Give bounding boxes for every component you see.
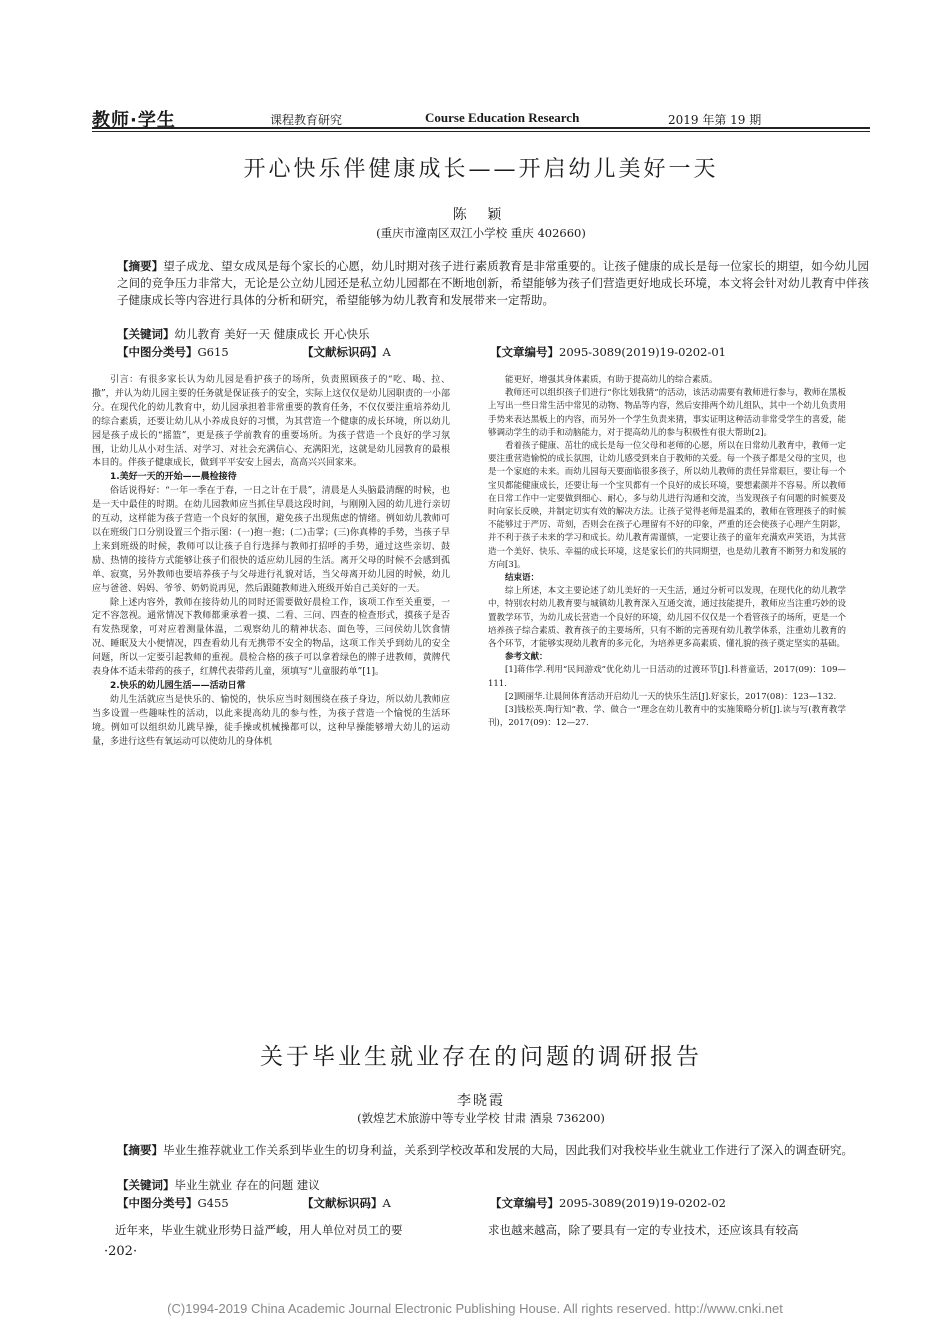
article-keywords-2 <box>117 1177 320 1193</box>
article-clc-2 <box>117 1195 229 1211</box>
body-paragraph: 求也越来越高，除了要具有一定的专业技术，还应该具有较高 <box>488 1223 799 1237</box>
body-left-column-2 <box>92 1222 450 1239</box>
article-abstract-2 <box>117 1142 869 1159</box>
article-affiliation: (重庆市潼南区双江小学校 重庆 402660) <box>376 226 586 240</box>
clc-value: G455 <box>197 1196 229 1210</box>
abstract-label: 【摘要】 <box>117 259 164 273</box>
body-left-column <box>92 374 450 749</box>
journal-issue: 2019 年第 19 期 <box>668 113 762 127</box>
abstract-text: 毕业生推荐就业工作关系到毕业生的切身利益，关系到学校改革和发展的大局，因此我们对我校毕业生就业工作进行了深入的调查研究。 <box>163 1143 853 1157</box>
keywords-text: 幼儿教育 美好一天 健康成长 开心快乐 <box>174 327 370 341</box>
body-paragraph: 能更好，增强其身体素质，有助于提高幼儿的综合素质。 <box>505 375 718 385</box>
article-title-2: 关于毕业生就业存在的问题的调研报告 <box>260 1044 702 1070</box>
section-heading: 2.快乐的幼儿园生活——活动日常 <box>110 680 246 691</box>
journal-name-cn: 课程教育研究 <box>270 113 343 127</box>
header-rule-thick <box>92 127 870 129</box>
article-abstract <box>117 258 869 309</box>
body-paragraph: 除上述内容外，教师在接待幼儿的同时还需要做好晨检工作，该项工作至关重要，一定不容忽视。通常情况下教师都秉承着一摸、二看、三问、四查的检查形式，摸孩子是否有发热现象，可对应着测量体温，二观察幼儿的精神状态、面色等，三问侯幼儿饮食情况、睡眠及大小便情况，四查看幼儿有无携带不安全的物品，这项工作关乎到幼儿的安全问题，所以一定要引起教师的重视。晨检合格的孩子可以拿着绿色的牌子进教师，黄牌代表身体不适未带药的孩子，红牌代表带药儿童，须填写“儿童服药单”[1]。 <box>92 597 450 678</box>
body-paragraph: 看着孩子健康、茁壮的成长是每一位父母和老师的心愿，所以在日常幼儿教育中，教师一定要注重营造愉悦的成长氛围，让幼儿感受到来自于教师的关爱。每一个孩子都是父母的宝贝，也是一个家庭的未来。而幼儿园每天要面临很多孩子，所以幼儿教师的责任异常艰巨，要让每一个宝贝都能健康成长，还要让每一个宝贝都有一个良好的成长环境，要想素颜并不容易。所以教师在日常工作中一定要做到细心、耐心，多与幼儿进行沟通和交流，当发现孩子有问题的时候要及时向家长反映，并制定切实有效的解决方法。让孩子觉得老师是温柔的，教师在管理孩子的时候不能够过于严厉、苛刻，否则会在孩子心理留有不好的印象，严重的还会使孩子心理产生阴影，并不利于孩子未来的学习和成长。幼儿教育需谨慎，一定要让孩子的童年充满欢声笑语，为其营造一个美好、快乐、幸福的成长环境，这是家长们的共同期望，也是幼儿教育不断努力和发展的方向[3]。 <box>488 441 846 570</box>
article-number-label: 【文章编号】 <box>490 1196 559 1210</box>
reference-item: [3]钱松英.陶行知“教、学、做合一”理念在幼儿教育中的实施策略分析[J].读与写(教育教学刊)，2017(09)：12—27. <box>488 705 846 729</box>
clc-label: 【中图分类号】 <box>117 1196 198 1210</box>
article-author-2: 李晓霞 <box>457 1093 505 1109</box>
article-number <box>490 344 726 360</box>
page-number: ·202· <box>104 1244 138 1259</box>
article-title: 开心快乐伴健康成长——开启幼儿美好一天 <box>243 157 719 182</box>
keywords-text: 毕业生就业 存在的问题 建议 <box>174 1178 320 1192</box>
doc-code-label: 【文献标识码】 <box>302 1196 383 1210</box>
article-clc <box>117 344 229 360</box>
header-rule-thin <box>92 131 870 132</box>
keywords-label: 【关键词】 <box>117 327 175 341</box>
reference-item: [2]顾丽华.让晨间体育活动开启幼儿一天的快乐生活[J].好家长，2017(08)：123—132. <box>505 691 837 702</box>
article-doc-code-2 <box>302 1195 391 1211</box>
abstract-text: 望子成龙、望女成凤是每个家长的心愿，幼儿时期对孩子进行素质教育是非常重要的。让孩子健康的成长是每一位家长的期望，如今幼儿园之间的竞争压力非常大，无论是公立幼儿园还是私立幼儿园都在不断地创新，希望能够为孩子们营造更好地成长环境，本文将会针对幼儿教育中伴孩子健康成长等内容进行具体的分析和研究，希望能够为幼儿教育和发展带来一定帮助。 <box>117 259 869 307</box>
body-paragraph: 教师还可以组织孩子们进行“你比划我猜”的活动，该活动需要有教师进行参与，教师在黑板上写出一些日常生活中常见的动物、物品等内容，然后安排两个幼儿组队，其中一个幼儿负责用手势来表达黑板上的内容，而另外一个学生负责来猜，事实证明这种活动非常受学生的喜爱，能够调动学生的动手和动脑能力，对于提高幼儿的参与积极性有很大帮助[2]。 <box>488 388 846 438</box>
article-number-label: 【文章编号】 <box>490 345 559 359</box>
doc-code-value: A <box>382 345 391 359</box>
article-affiliation-2: (敦煌艺术旅游中等专业学校 甘肃 酒泉 736200) <box>357 1111 605 1125</box>
clc-value: G615 <box>197 345 229 359</box>
journal-section: 教师·学生 <box>92 110 176 131</box>
abstract-label: 【摘要】 <box>117 1143 163 1157</box>
body-paragraph: 近年来，毕业生就业形势日益严峻，用人单位对员工的要 <box>115 1223 403 1237</box>
references-heading: 参考文献： <box>505 652 548 663</box>
body-right-column <box>488 374 846 730</box>
journal-name-en: Course Education Research <box>425 110 580 125</box>
reference-item: [1]蒋伟学.利用“民间游戏”优化幼儿一日活动的过渡环节[J].科普童话，2017(09)：109—111. <box>488 665 846 689</box>
copyright-notice: (C)1994-2019 China Academic Journal Electronic Publishing House. All rights reserved. http://www.cnki.net <box>167 1301 783 1316</box>
body-right-column-2 <box>488 1222 846 1239</box>
doc-code-value: A <box>382 1196 391 1210</box>
body-paragraph: 幼儿生活就应当是快乐的、愉悦的，快乐应当时刻围绕在孩子身边，所以幼儿教师应当多设置一些趣味性的活动，以此来提高幼儿的参与性，为孩子营造一个愉悦的生活环境。例如可以组织幼儿跳早操，徒手操或机械操都可以，这种早操能够增大幼儿的运动量，多进行这些有氧运动可以使幼儿的身体机 <box>92 694 450 747</box>
intro-paragraph: 引言：有很多家长认为幼儿园是看护孩子的场所，负责照顾孩子的“吃、喝、拉、撒”，并认为幼儿园主要的任务就是保证孩子的安全，实际上这仅仅是幼儿园职责的一小部分。在现代化的幼儿教育中，幼儿园承担着非常重要的教育任务，不仅仅要注重培养幼儿的综合素质，还要让幼儿从小养成良好的习惯，为其营造一个健康的成长环境，所以幼儿园是孩子成长的“摇篮”，更是孩子学前教育的重要场所。为孩子营造一个良好的学习氛围，让幼儿从小对生活、对学习、对社会充满信心、充满阳光，这就是幼儿园教育的最根本目的。伴孩子健康成长，做到平平安安上园去，高高兴兴回家来。 <box>92 375 450 469</box>
article-doc-code <box>302 344 391 360</box>
body-paragraph: 俗话说得好：“一年一季在于春，一日之计在于晨”，清晨是人头脑最清醒的时候，也是一天中最佳的时期。在幼儿园教师应当抓住早晨这段时间，与刚刚入园的幼儿进行亲切的互动，这样能为孩子营造一个良好的氛围，避免孩子出现焦虑的情绪。例如幼儿教师可以在班级门口分别设置三个指示图：(一)抱一抱；(二)击掌；(三)你真棒的手势，当孩子早上来到班级的时候，教师可以让孩子自行选择与教师打招呼的手势，通过这些亲切、鼓励、热情的接待方式能够让孩子们很快的适应幼儿园的生活。离开父母的时候不会感到孤单、寂寞，另外教师也要培养孩子与父母进行礼貌对话，当父母离开幼儿园的时候，幼儿应与爸爸、妈妈、爷爷、奶奶说再见，然后跟随教师进入班级开始自己美好的一天。 <box>92 486 450 594</box>
clc-label: 【中图分类号】 <box>117 345 198 359</box>
article-number-value: 2095-3089(2019)19-0202-02 <box>559 1196 726 1210</box>
section-heading: 1.美好一天的开始——晨检接待 <box>110 472 237 483</box>
conclusion-heading: 结束语： <box>505 573 540 584</box>
article-author: 陈 颖 <box>452 207 510 223</box>
article-number-value: 2095-3089(2019)19-0202-01 <box>559 345 726 359</box>
article-number-2 <box>490 1195 726 1211</box>
keywords-label: 【关键词】 <box>117 1178 175 1192</box>
conclusion-paragraph: 综上所述，本文主要论述了幼儿美好的一天生活，通过分析可以发现，在现代化的幼儿教学中，特别农村幼儿教育要与城镇幼儿教育深入互通交流，通过技能提升，教师应当注重巧妙的设置教学环节，为幼儿成长营造一个良好的环境，幼儿园不仅仅是一个看管孩子的场所，更是一个培养孩子综合素质、教育孩子的主要场所，只有不断的完善现有幼儿教学体系，注重幼儿教育的各个环节，才能够实现幼儿教育的多元化，为培养更多高素质、懂礼貌的孩子奠定坚实的基础。 <box>488 586 846 650</box>
doc-code-label: 【文献标识码】 <box>302 345 383 359</box>
article-keywords <box>117 326 369 342</box>
